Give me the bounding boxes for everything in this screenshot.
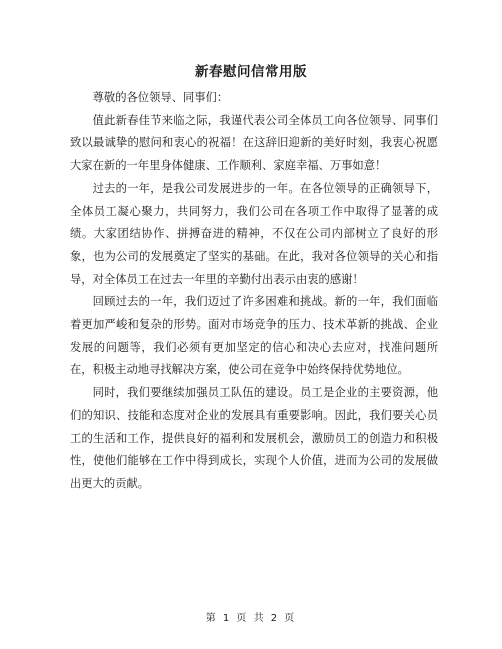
salutation: 尊敬的各位领导、同事们： [92,91,229,104]
paragraph-1: 值此新春佳节来临之际，我谨代表公司全体员工向各位领导、同事们致以最诚挚的慰问和衷心的祝福！在这辞旧迎新的美好时刻，我衷心祝愿大家在新的一年里身体健康、工作顺利、家庭幸福、万事如意！ [70,113,438,173]
paragraph-4: 同时，我们要继续加强员工队伍的建设。员工是企业的主要资源，他们的知识、技能和态度对企业的发展具有重要影响。因此，我们要关心员工的生活和工作，提供良好的福利和发展机会，激励员工的创造力和积极性，使他们能够在工作中得到成长，实现个人价值，进而为公司的发展做出更大的贡献。 [70,386,438,490]
paragraph-2: 过去的一年，是我公司发展进步的一年。在各位领导的正确领导下，全体员工凝心聚力，共同努力，我们公司在各项工作中取得了显著的成绩。大家团结协作、拼搏奋进的精神，不仅在公司内部树立了良好的形象，也为公司的发展奠定了坚实的基础。在此，我对各位领导的关心和指导，对全体员工在过去一年里的辛勤付出表示由衷的感谢！ [70,181,438,286]
letter-body [70,87,438,496]
page-number: 第 1 页 共 2 页 [205,613,297,624]
document-title: 新春慰问信常用版 [195,64,307,80]
paragraph-3: 回顾过去的一年，我们迈过了许多困难和挑战。新的一年，我们面临着更加严峻和复杂的形势。面对市场竞争的压力、技术革新的挑战、企业发展的问题等，我们必须有更加坚定的信心和决心去应对，找准问题所在，积极主动地寻找解决方案，使公司在竞争中始终保持优势地位。 [70,295,438,377]
